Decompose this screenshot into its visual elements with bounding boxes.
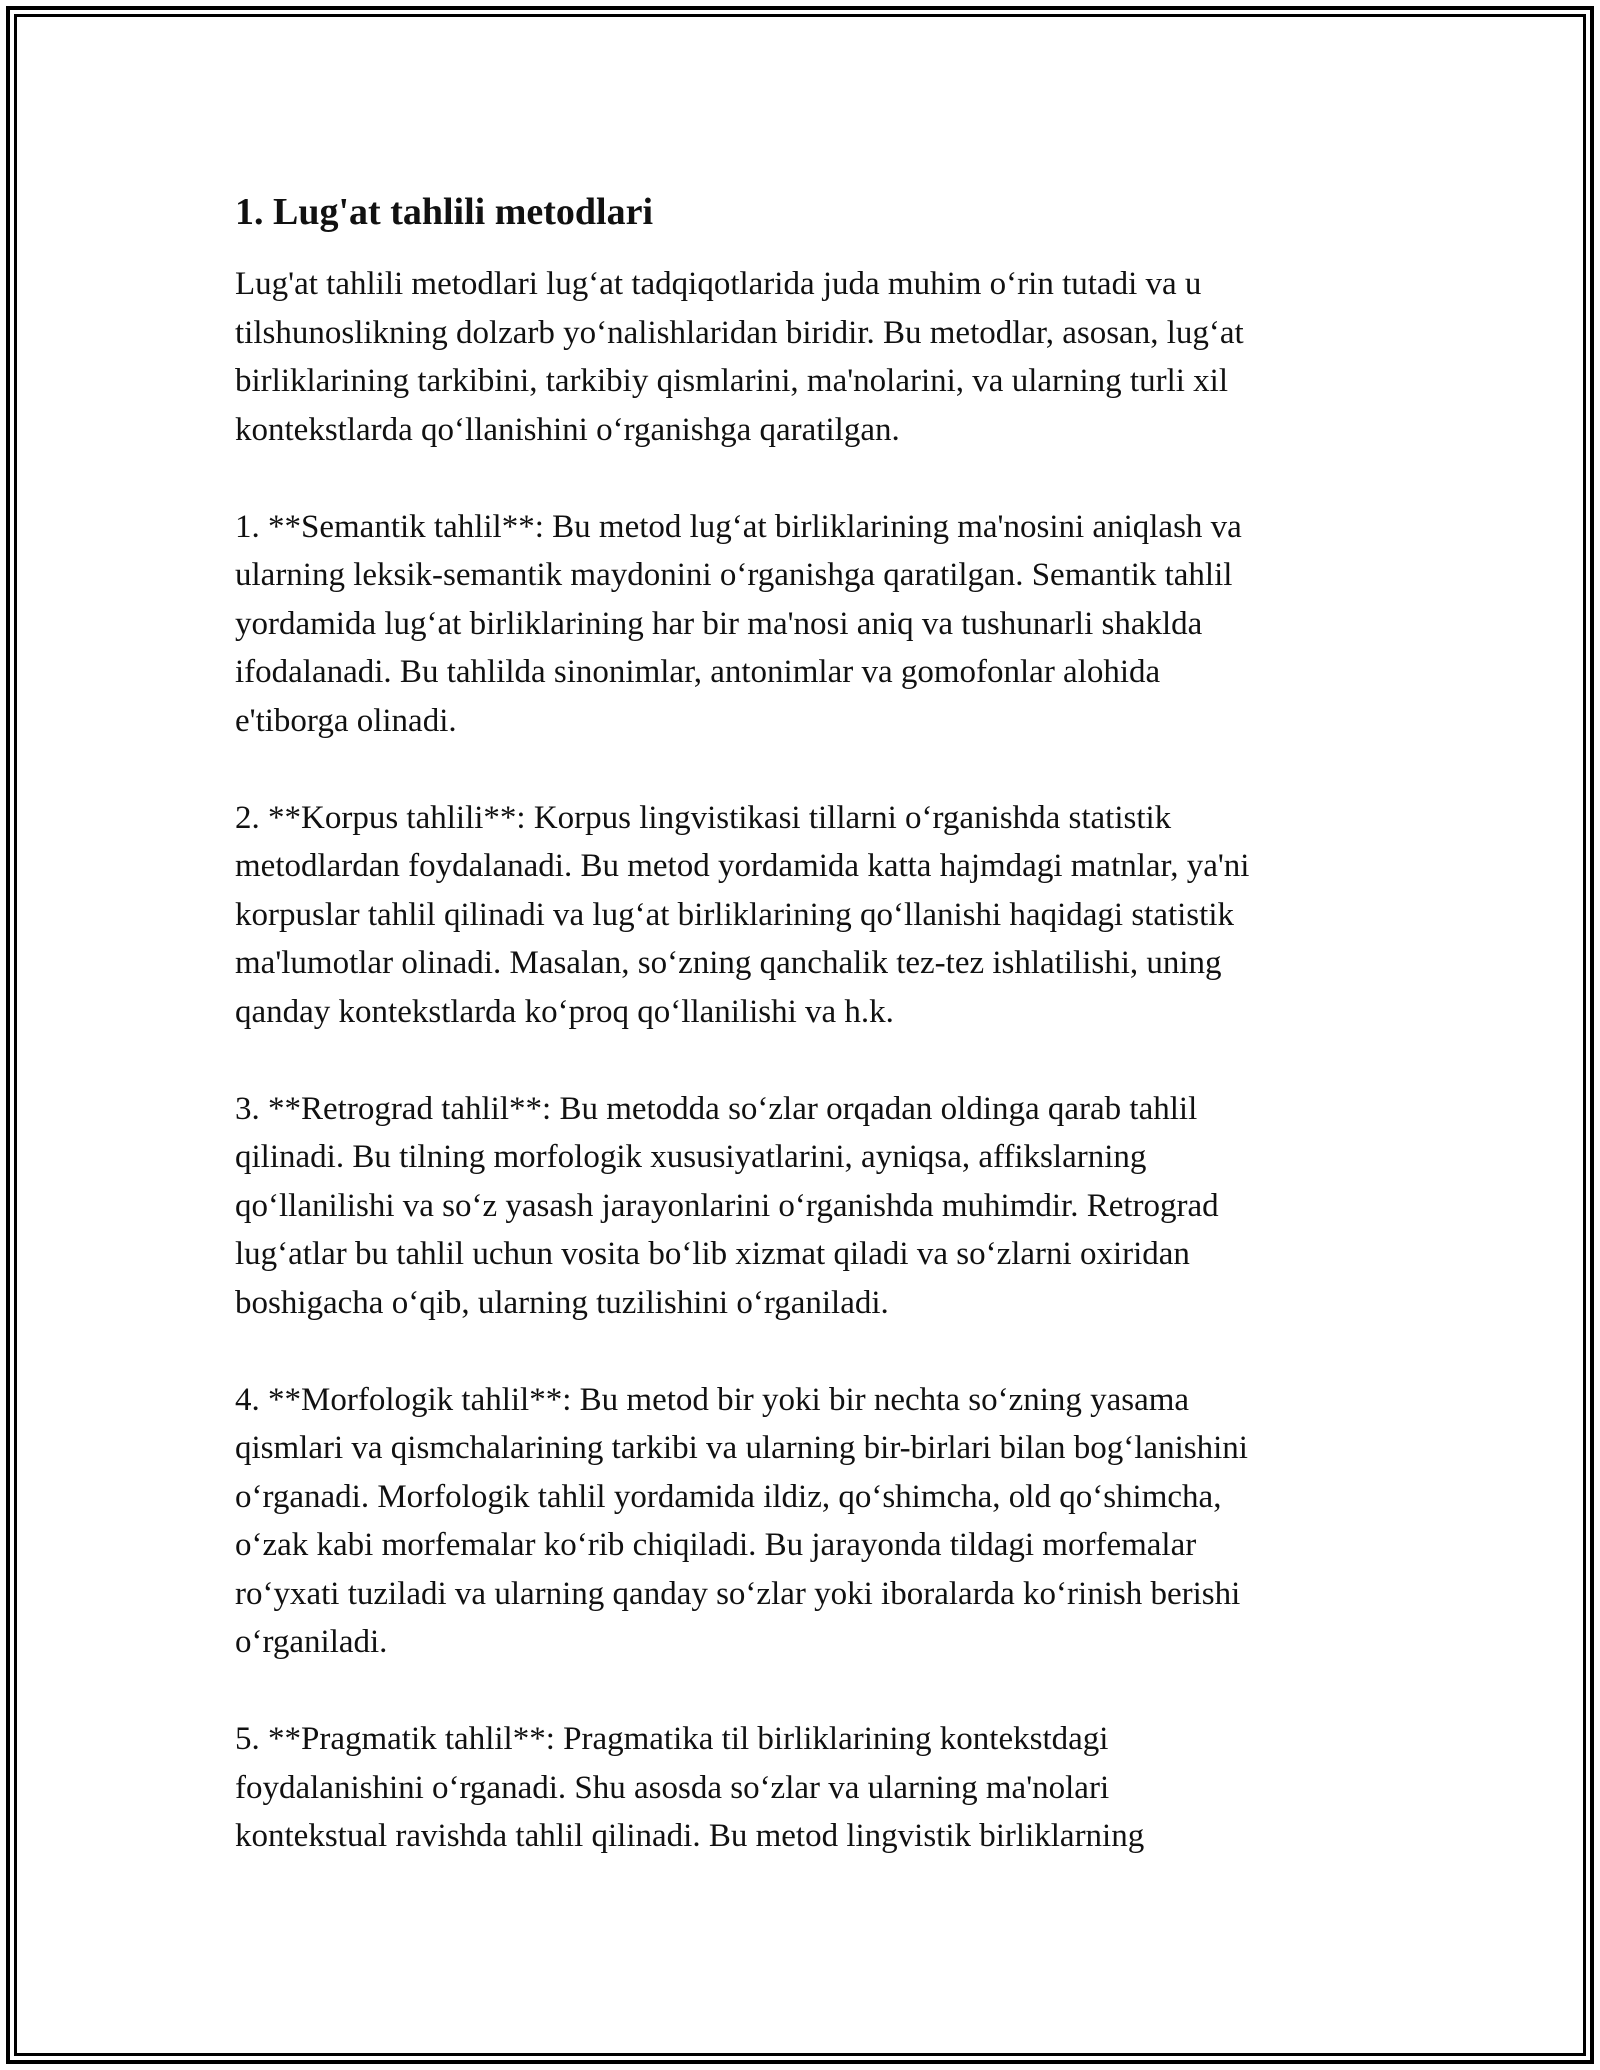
text-line: Lug'at tahlili metodlari lug‘at tadqiqotlarida juda muhim o‘rin tutadi va u <box>235 266 1202 302</box>
text-line: lug‘atlar bu tahlil uchun vosita bo‘lib xizmat qiladi va so‘zlarni oxiridan <box>235 1236 1190 1272</box>
pragmatic-analysis-paragraph <box>235 1715 1385 1861</box>
text-line: 4. **Morfologik tahlil**: Bu metod bir yoki bir nechta so‘zning yasama <box>235 1381 1190 1418</box>
text-line: o‘rganiladi. <box>235 1624 388 1660</box>
text-line: qismlari va qismchalarining tarkibi va ularning bir-birlari bilan bog‘lanishini <box>235 1430 1248 1466</box>
morphological-analysis-paragraph <box>235 1376 1385 1667</box>
text-line: foydalanishini o‘rganadi. Shu asosda so‘zlar va ularning ma'nolari <box>235 1769 1110 1806</box>
text-line: boshigacha o‘qib, ularning tuzilishini o‘rganiladi. <box>235 1284 889 1321</box>
text-line: qo‘llanilishi va so‘z yasash jarayonlarini o‘rganishda muhimdir. Retrograd <box>235 1187 1219 1224</box>
text-line: 1. **Semantik tahlil**: Bu metod lug‘at birliklarining ma'nosini aniqlash va <box>235 508 1242 545</box>
text-line: yordamida lug‘at birliklarining har bir ma'nosi aniq va tushunarli shaklda <box>235 605 1203 642</box>
document-title: 1. Lug'at tahlili metodlari <box>235 191 653 233</box>
corpus-analysis-paragraph <box>235 794 1385 1037</box>
text-line: ularning leksik-semantik maydonini o‘rganishga qaratilgan. Semantik tahlil <box>235 557 1233 593</box>
text-line: 3. **Retrograd tahlil**: Bu metodda so‘zlar orqadan oldinga qarab tahlil <box>235 1090 1198 1127</box>
text-line: birliklarining tarkibini, tarkibiy qismlarini, ma'nolarini, va ularning turli xil <box>235 363 1229 399</box>
text-line: ro‘yxati tuziladi va ularning qanday so‘zlar yoki iboralarda ko‘rinish berishi <box>235 1575 1241 1612</box>
text-line: ma'lumotlar olinadi. Masalan, so‘zning qanchalik tez-tez ishlatilishi, uning <box>235 945 1222 981</box>
text-line: qilinadi. Bu tilning morfologik xususiyatlarini, ayniqsa, affikslarning <box>235 1139 1147 1175</box>
text-line: o‘zak kabi morfemalar ko‘rib chiqiladi. Bu jarayonda tildagi morfemalar <box>235 1527 1197 1563</box>
text-line: korpuslar tahlil qilinadi va lug‘at birliklarining qo‘llanishi haqidagi statistik <box>235 896 1234 933</box>
semantic-analysis-paragraph <box>235 503 1385 746</box>
text-line: o‘rganadi. Morfologik tahlil yordamida ildiz, qo‘shimcha, old qo‘shimcha, <box>235 1478 1222 1515</box>
text-line: 5. **Pragmatik tahlil**: Pragmatika til birliklarining kontekstdagi <box>235 1721 1109 1757</box>
document-body <box>235 188 1385 1909</box>
text-line: metodlardan foydalanadi. Bu metod yordamida katta hajmdagi matnlar, ya'ni <box>235 848 1250 884</box>
intro-paragraph <box>235 260 1385 454</box>
text-line: kontekstlarda qo‘llanishini o‘rganishga qaratilgan. <box>235 411 900 448</box>
text-line: ifodalanadi. Bu tahlilda sinonimlar, antonimlar va gomofonlar alohida <box>235 654 1161 690</box>
text-line: 2. **Korpus tahlili**: Korpus lingvistikasi tillarni o‘rganishda statistik <box>235 799 1172 836</box>
text-line: tilshunoslikning dolzarb yo‘nalishlaridan biridir. Bu metodlar, asosan, lug‘at <box>235 314 1244 351</box>
retrograde-analysis-paragraph <box>235 1085 1385 1328</box>
text-line: kontekstual ravishda tahlil qilinadi. Bu metod lingvistik birliklarning <box>235 1818 1145 1854</box>
text-line: qanday kontekstlarda ko‘proq qo‘llanilishi va h.k. <box>235 993 894 1030</box>
text-line: e'tiborga olinadi. <box>235 702 457 739</box>
